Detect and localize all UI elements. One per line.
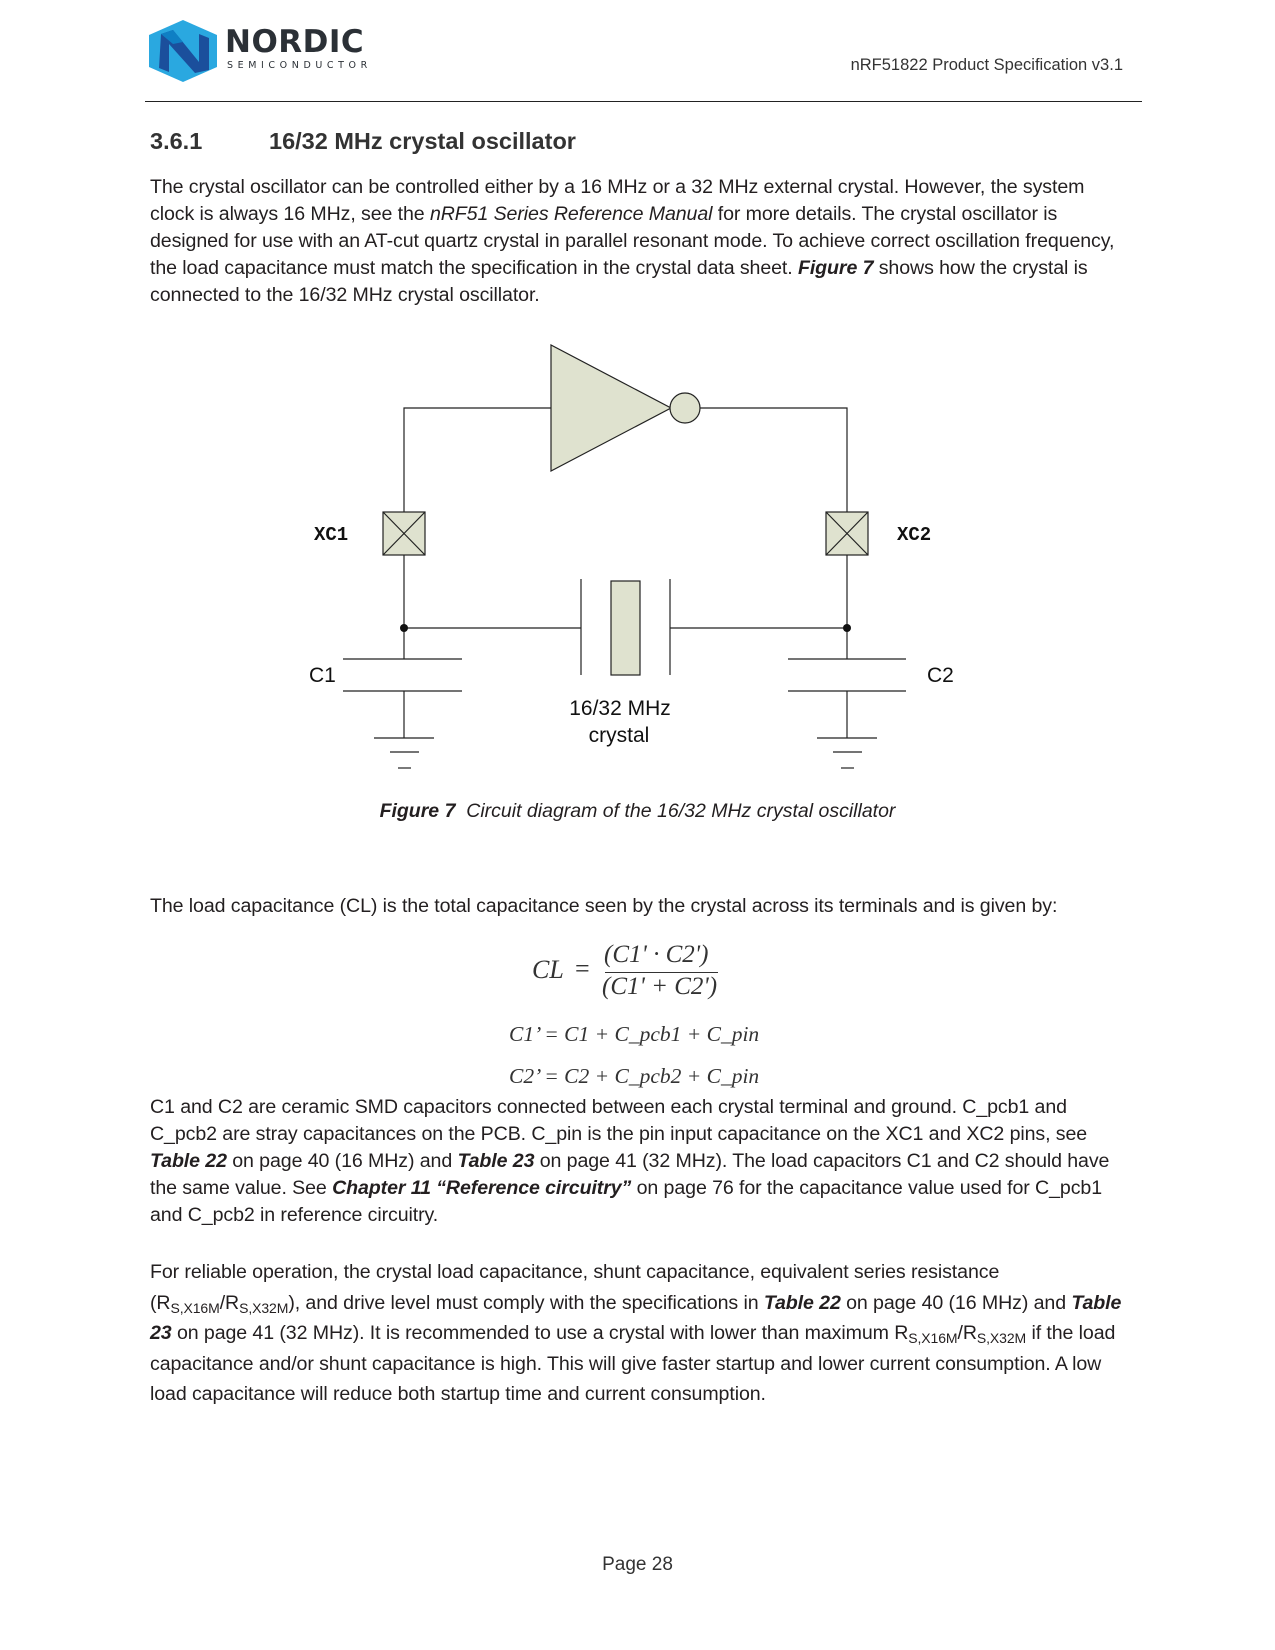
cl-formula [530,940,730,1002]
capacitor-description-paragraph: C1 and C2 are ceramic SMD capacitors connected between each crystal terminal and ground. C_pcb1 and C_pcb2 are stray capacitances on the PCB. C_pin is the pin input capacitance on the XC1 and XC2 pins, see Table 22 on page 40 (16 MHz) and Table 23 on page 41 (32 MHz). The load capacitors C1 and C2 should have the same value. See Chapter 11 “Reference circuitry” on page 76 for the capacitance value used for C_pcb1 and C_pcb2 in reference circuitry. [150,1096,1110,1226]
header-rule [145,101,1142,102]
inverter-bubble [670,393,700,423]
crystal-body [611,581,640,675]
c2-label: C2 [927,664,954,687]
formula-lhs: CL [532,955,564,984]
c1-label: C1 [309,664,336,687]
table-23-link-2[interactable]: Table 23 [150,1291,1122,1344]
junction-right [843,624,851,632]
crystal-label-line1: 16/32 MHz [569,697,671,720]
section-title: 16/32 MHz crystal oscillator [269,128,576,154]
formula-numerator: (C1' · C2') [604,941,709,968]
table-22-link[interactable]: Table 22 [150,1150,227,1172]
chapter-11-link[interactable]: Chapter 11 “Reference circuitry” [332,1177,632,1199]
intro-paragraph: The crystal oscillator can be controlled either by a 16 MHz or a 32 MHz external crystal. However, the system clock is always 16 MHz, see the nRF51 Series Reference Manual for more details. The crystal oscillator is designed for use with an AT-cut quartz crystal in parallel resonant mode. To achieve correct oscillation frequency, the load capacitance must match the specification in the crystal data sheet. Figure 7 shows how the crystal is connected to the 16/32 MHz crystal oscillator. [150,176,1115,306]
left-top-wire [404,408,551,512]
document-title: nRF51822 Product Specification v3.1 [850,56,1123,74]
xc1-label: XC1 [314,524,349,546]
section-number: 3.6.1 [150,128,203,154]
reliable-operation-paragraph: For reliable operation, the crystal load capacitance, shunt capacitance, equivalent series resistance $(R_{S,X16M}/R_{S,X32M})$, and drive level must comply with the specifications in Table 22 on page 40 (16 MHz) and Table 23 on page 41 (32 MHz). It is recommended to use a crystal with lower than maximum $R_{S,X16M}/R_{S,X32M}$ if the load capacitance and/or shunt capacitance is high. This will give faster startup and lower current consumption. A low load capacitance will reduce both startup time and current consumption. [150,1261,1122,1405]
logo-subtitle: SEMICONDUCTOR [227,60,372,71]
page-number: Page 28 [602,1554,673,1575]
c2-prime-formula: C2’ = C2 + C_pcb2 + C_pin [509,1064,760,1088]
logo-wordmark: NORDIC [225,24,365,60]
xc2-label: XC2 [897,524,932,546]
reference-manual-link[interactable]: nRF51 Series Reference Manual [429,203,713,225]
c1-prime-formula: C1’ = C1 + C_pcb1 + C_pin [509,1022,760,1046]
figure-caption [0,802,1275,822]
nordic-logo [147,20,372,82]
right-top-wire [700,408,847,512]
formula-equals: = [575,954,590,983]
xc2-pin [826,512,868,555]
inverter-amplifier [551,345,671,471]
xc1-pin [383,512,425,555]
junction-left [400,624,408,632]
figure-7-link[interactable]: Figure 7 [797,257,874,279]
table-23-link[interactable]: Table 23 [457,1150,535,1172]
ground-right [817,738,877,768]
crystal-label-line2: crystal [588,724,650,747]
formula-denominator: (C1' + C2') [602,973,718,1000]
figure-caption-text: Circuit diagram of the 16/32 MHz crystal oscillator [466,800,896,822]
nordic-logo-icon [147,20,219,82]
crystal-oscillator-circuit-diagram [0,330,1275,790]
load-capacitance-intro: The load capacitance (CL) is the total capacitance seen by the crystal across its terminals and is given by: [150,895,1058,917]
ground-left [374,738,434,768]
figure-label: Figure 7 [379,800,456,822]
table-22-link-2[interactable]: Table 22 [763,1291,841,1314]
